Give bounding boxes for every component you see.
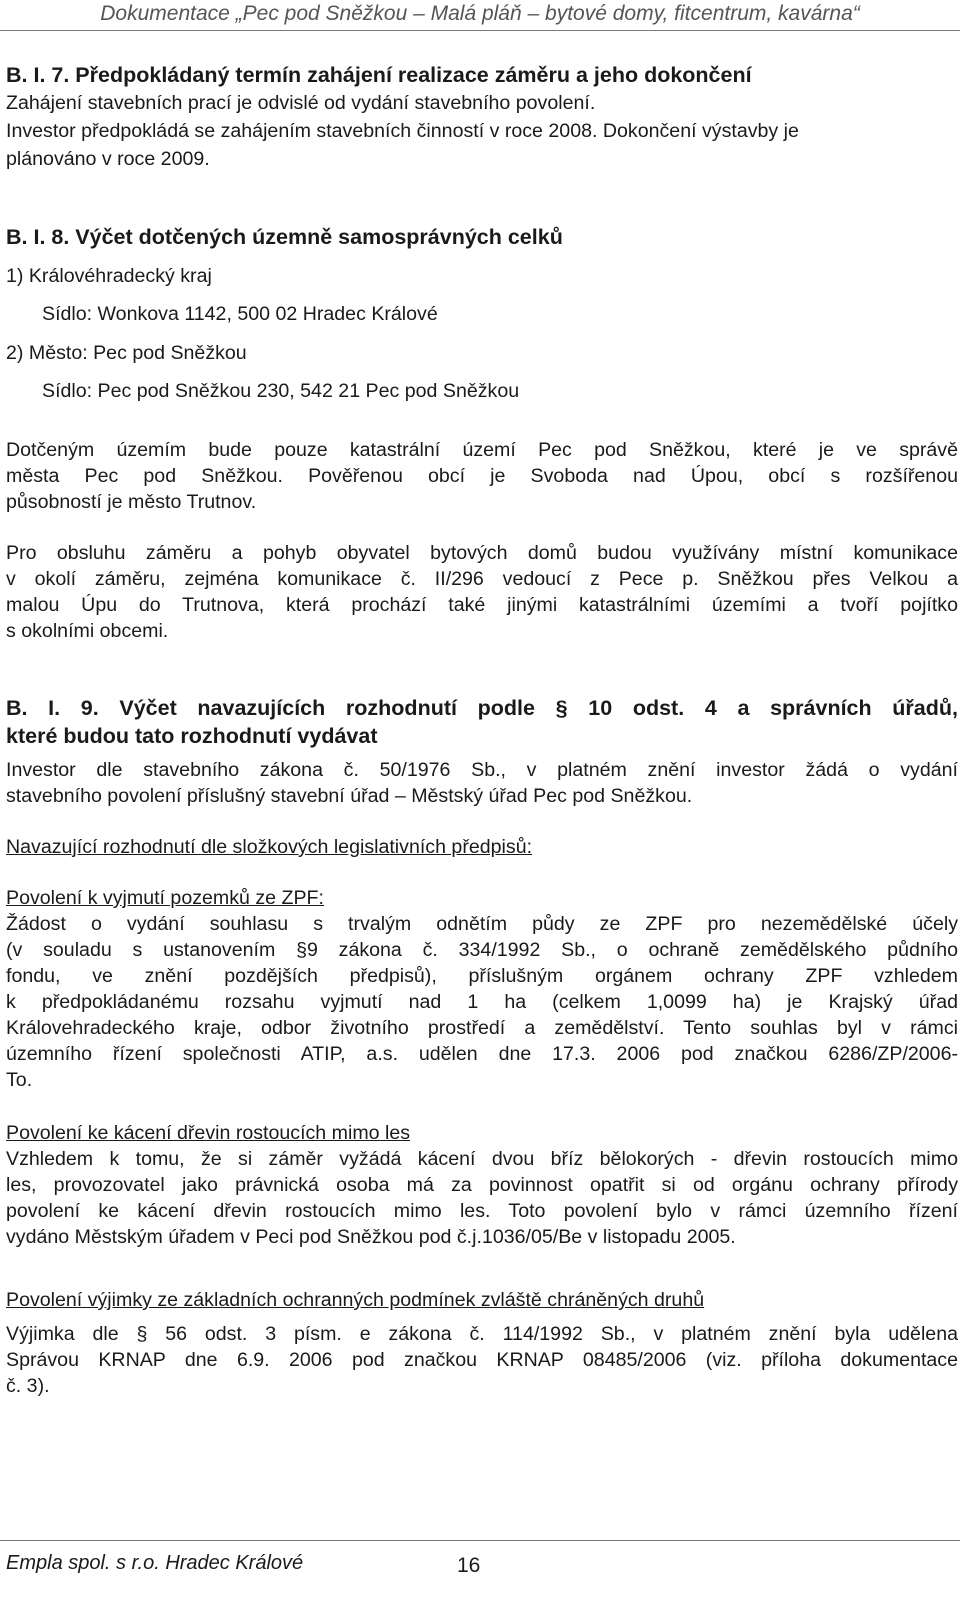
paragraph-line: k předpokládanému rozsahu vyjmutí nad 1 ha (celkem 1,0099 ha) je Krajský úřad	[6, 991, 958, 1013]
list-item-detail: Sídlo: Wonkova 1142, 500 02 Hradec Králové	[42, 303, 438, 325]
subsection-title: Povolení k vyjmutí pozemků ze ZPF:	[6, 887, 324, 909]
paragraph-line: Dotčeným územím bude pouze katastrální území Pec pod Sněžkou, které je ve správě	[6, 439, 958, 461]
section-7-line: Zahájení stavebních prací je odvislé od vydání stavebního povolení.	[6, 92, 596, 114]
paragraph-line: (v souladu s ustanovením §9 zákona č. 334/1992 Sb., o ochraně zemědělského půdního	[6, 939, 958, 961]
paragraph-line: územního řízení společnosti ATIP, a.s. udělen dne 17.3. 2006 pod značkou 6286/ZP/2006-	[6, 1043, 958, 1065]
subsection-title: Povolení ke kácení dřevin rostoucích mimo les	[6, 1122, 411, 1144]
list-item: 1) Královéhradecký kraj	[6, 265, 212, 287]
paragraph-line: Pro obsluhu záměru a pohyb obyvatel bytových domů budou využívány místní komunikace	[6, 542, 958, 564]
paragraph-line: s okolními obcemi.	[6, 620, 169, 642]
paragraph-line: stavebního povolení příslušný stavební úřad – Městský úřad Pec pod Sněžkou.	[6, 785, 693, 807]
paragraph-line: působností je město Trutnov.	[6, 491, 257, 513]
section-9-heading: které budou tato rozhodnutí vydávat	[6, 724, 378, 748]
section-7-line: plánováno v roce 2009.	[6, 148, 210, 170]
paragraph-line: Žádost o vydání souhlasu s trvalým odnětím půdy ze ZPF pro nezemědělské účely	[6, 913, 958, 935]
paragraph-line: vydáno Městským úřadem v Peci pod Sněžkou pod č.j.1036/05/Be v listopadu 2005.	[6, 1226, 736, 1248]
paragraph-line: povolení ke kácení dřevin rostoucích mimo les. Toto povolení bylo v rámci územního řízení	[6, 1200, 958, 1222]
list-item: 2) Město: Pec pod Sněžkou	[6, 342, 247, 364]
paragraph-line: fondu, ve znění pozdějších předpisů), příslušným orgánem ochrany ZPF vzhledem	[6, 965, 958, 987]
paragraph-line: č. 3).	[6, 1375, 50, 1397]
paragraph-line: Královehradeckého kraje, odbor životního prostředí a zemědělství. Tento souhlas byl v rámci	[6, 1017, 958, 1039]
paragraph-line: malou Úpu do Trutnova, která prochází také jinými katastrálními územími a tvoří pojítko	[6, 594, 958, 616]
paragraph-line: Výjimka dle § 56 odst. 3 písm. e zákona č. 114/1992 Sb., v platném znění byla udělena	[6, 1323, 958, 1345]
section-7-heading: B. I. 7. Předpokládaný termín zahájení realizace záměru a jeho dokončení	[6, 63, 752, 87]
paragraph-line: Správou KRNAP dne 6.9. 2006 pod značkou KRNAP 08485/2006 (viz. příloha dokumentace	[6, 1349, 958, 1371]
paragraph-line: les, provozovatel jako právnická osoba má za povinnost opatřit si od orgánu ochrany přírody	[6, 1174, 958, 1196]
page-header: Dokumentace „Pec pod Sněžkou – Malá pláň – bytové domy, fitcentrum, kavárna“	[0, 0, 960, 31]
paragraph-line: Vzhledem k tomu, že si záměr vyžádá kácení dvou bříz bělokorých - dřevin rostoucích mimo	[6, 1148, 958, 1170]
list-item-detail: Sídlo: Pec pod Sněžkou 230, 542 21 Pec pod Sněžkou	[42, 380, 520, 402]
section-9-heading: B. I. 9. Výčet navazujících rozhodnutí podle § 10 odst. 4 a správních úřadů,	[6, 696, 958, 720]
footer-rule	[0, 1540, 960, 1541]
paragraph-line: v okolí záměru, zejména komunikace č. II/296 vedoucí z Pece p. Sněžkou přes Velkou a	[6, 568, 958, 590]
paragraph-line: města Pec pod Sněžkou. Pověřenou obcí je Svoboda nad Úpou, obcí s rozšířenou	[6, 465, 958, 487]
section-8-heading: B. I. 8. Výčet dotčených územně samosprávných celků	[6, 225, 563, 249]
paragraph-line: Investor dle stavebního zákona č. 50/1976 Sb., v platném znění investor žádá o vydání	[6, 759, 958, 781]
subsection-title: Povolení výjimky ze základních ochranných podmínek zvláště chráněných druhů	[6, 1289, 705, 1311]
footer-company: Empla spol. s r.o. Hradec Králové	[6, 1552, 304, 1574]
subsection-title: Navazující rozhodnutí dle složkových legislativních předpisů:	[6, 836, 533, 858]
paragraph-line: To.	[6, 1069, 33, 1091]
section-7-line: Investor předpokládá se zahájením stavebních činností v roce 2008. Dokončení výstavby je	[6, 120, 799, 142]
page-number: 16	[457, 1554, 481, 1577]
